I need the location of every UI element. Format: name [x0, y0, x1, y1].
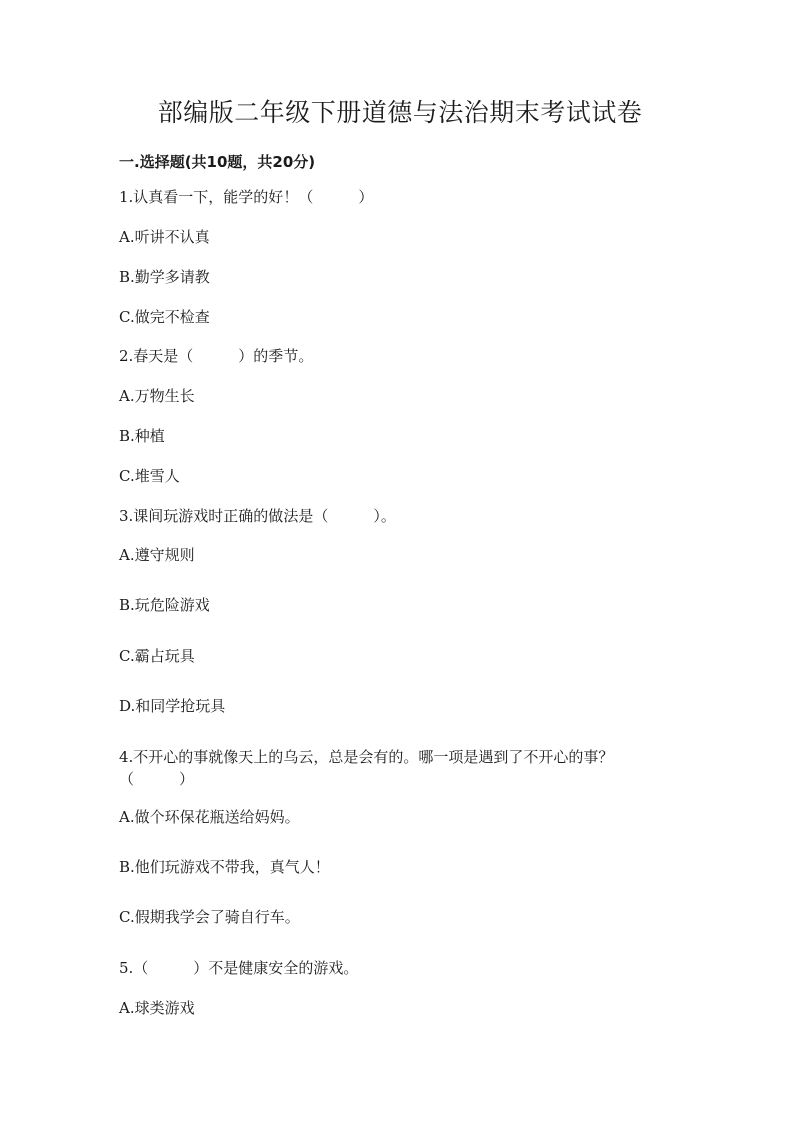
page-title: 部编版二年级下册道德与法治期末考试试卷: [157, 98, 643, 127]
question-4-option-a: A.做个环保花瓶送给妈妈。: [119, 808, 300, 826]
question-3-option-c: C.霸占玩具: [119, 647, 195, 665]
question-1-stem: 1.认真看一下，能学的好！（ ）: [119, 188, 374, 206]
question-4-option-c: C.假期我学会了骑自行车。: [119, 908, 300, 926]
section-heading: 一.选择题(共10题，共20分): [119, 153, 316, 171]
question-2-option-a: A.万物生长: [119, 387, 195, 405]
question-3-option-a: A.遵守规则: [119, 546, 195, 564]
question-2-option-c: C.堆雪人: [119, 467, 180, 485]
question-5-option-a: A.球类游戏: [119, 999, 195, 1017]
question-1-option-a: A.听讲不认真: [119, 228, 210, 246]
question-2-stem: 2.春天是（ ）的季节。: [119, 347, 314, 365]
question-4-stem: 4.不开心的事就像天上的乌云，总是会有的。哪一项是遇到了不开心的事？（ ）: [119, 748, 614, 788]
question-4-option-b: B.他们玩游戏不带我，真气人！: [119, 858, 330, 876]
question-1-option-c: C.做完不检查: [119, 308, 210, 326]
question-5-stem: 5.（ ）不是健康安全的游戏。: [119, 959, 359, 977]
question-3-option-d: D.和同学抢玩具: [119, 697, 226, 715]
question-3-stem: 3.课间玩游戏时正确的做法是（ ）。: [119, 507, 396, 525]
question-1-option-b: B.勤学多请教: [119, 268, 210, 286]
question-2-option-b: B.种植: [119, 427, 165, 445]
question-3-option-b: B.玩危险游戏: [119, 596, 210, 614]
